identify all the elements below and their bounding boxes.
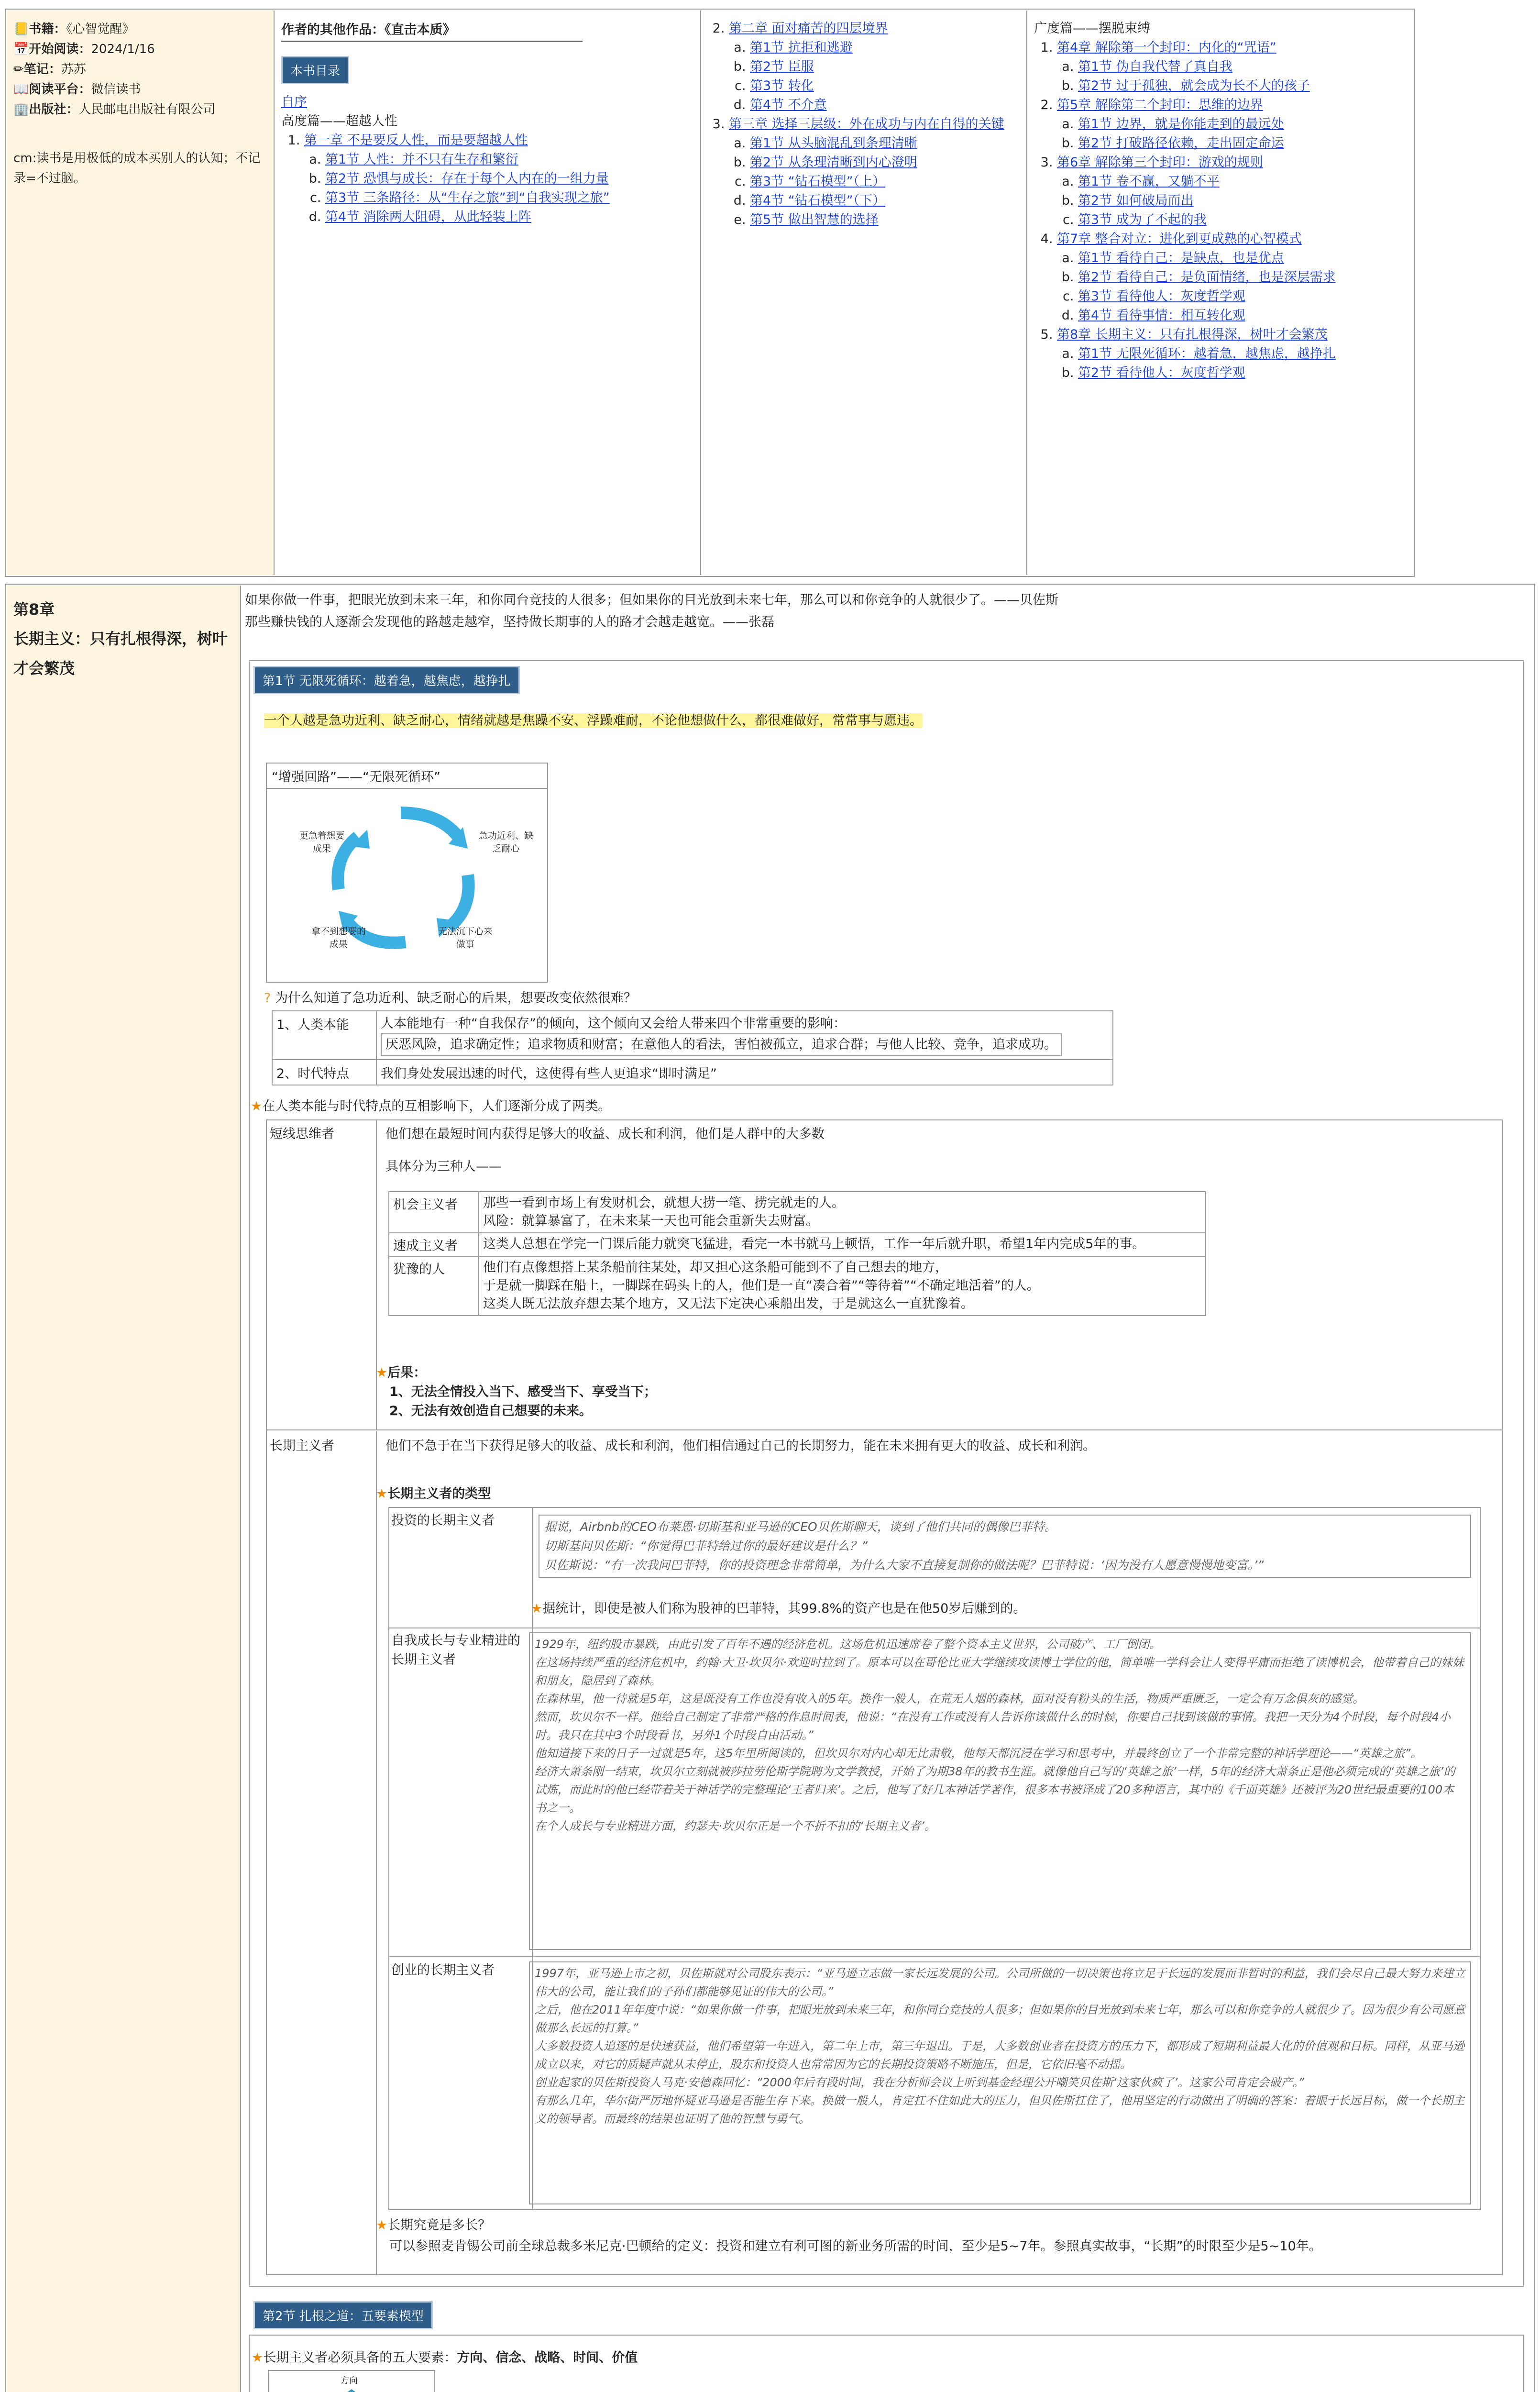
- toc-ch6-s1[interactable]: 第1节 卷不赢，又躺不平: [1078, 174, 1220, 189]
- book-title: 《心智觉醒》: [66, 22, 135, 36]
- why-table: [272, 1010, 1113, 1085]
- loop-node-3: 拿不到想要的成果: [311, 926, 366, 950]
- investor-label: 投资的长期主义者: [388, 1507, 533, 1628]
- toc-ch7-s1[interactable]: 第1节 看待自己：是缺点，也是优点: [1078, 251, 1284, 266]
- platform-name: 微信读书: [91, 82, 141, 97]
- loop-diagram: [266, 763, 548, 983]
- toc-button[interactable]: 本书目录: [281, 56, 349, 84]
- loop-node-2: 无法沉下心来做事: [438, 926, 493, 950]
- loop-node-1: 急功近利、缺乏耐心: [478, 831, 533, 854]
- short-intro: 他们想在最短时间内获得足够大的收益、成长和利润，他们是人群中的大多数: [385, 1127, 825, 1141]
- toc-ch2-s3[interactable]: 第3节 转化: [750, 78, 814, 93]
- toc-col-3: [1028, 11, 1411, 575]
- toc-ch1-s1[interactable]: 第1节 人性：并不只有生存和繁衍: [325, 152, 518, 167]
- arrow-1: [401, 813, 458, 837]
- toc-ch7-s2[interactable]: 第2节 看待自己：是负面情绪，也是深层需求: [1078, 270, 1336, 285]
- star-icon: ★: [531, 1601, 543, 1616]
- toc-ch4[interactable]: 第4章 解除第一个封印：内化的“咒语”: [1057, 40, 1276, 55]
- instinct-effects: 厌恶风险，追求确定性；追求物质和财富；在意他人的看法，害怕被孤立，追求合群；与他人比较、竞争，追求成功。: [381, 1033, 1062, 1056]
- question-icon: ?: [264, 991, 271, 1006]
- chapter8-num: 第8章: [13, 600, 55, 619]
- note-label: 笔记：: [23, 62, 61, 77]
- chapter8-title: 长期主义：只有扎根得深，树叶才会繁茂: [13, 630, 228, 677]
- quote-zhanglei: 那些赚快钱的人逐渐会发现他的路越走越窄，坚持做长期事的人的路才会越走越宽。——张磊: [245, 615, 774, 630]
- toc-ch2[interactable]: 第二章 面对痛苦的四层境界: [729, 21, 888, 36]
- note-author: 苏苏: [61, 62, 86, 77]
- loop-title: “增强回路”——“无限死循环”: [267, 764, 547, 789]
- toc-ch1-s3[interactable]: 第3节 三条路径：从“生存之旅”到“自我实现之旅”: [325, 190, 610, 205]
- toc-ch6[interactable]: 第6章 解除第三个封印：游戏的规则: [1057, 155, 1263, 170]
- toc-ch8[interactable]: 第8章 长期主义：只有扎根得深，树叶才会繁茂: [1057, 327, 1328, 342]
- calendar-icon: 📅: [13, 42, 29, 56]
- short-sub: 具体分为三种人——: [385, 1159, 502, 1174]
- star-icon: ★: [251, 1099, 263, 1114]
- toc-ch1-s2[interactable]: 第2节 恐惧与成长：存在于每个人内在的一组力量: [325, 171, 609, 186]
- arrow-2: [449, 875, 469, 928]
- star-icon: ★: [376, 1365, 388, 1380]
- other-works: 作者的其他作品：《直击本质》: [281, 22, 456, 37]
- toc-part2: 广度篇——摆脱束缚: [1034, 21, 1150, 36]
- campbell-story: 1929年，纽约股市暴跌，由此引发了百年不遇的经济危机。这场危机迅速席卷了整个资本主义世界，公司破产、工厂倒闭。 在这场持续严重的经济危机中，约翰·大卫·坎贝尔·欢迎时拉到了。原本可以在哥伦比亚大学继续攻读博士学位的他，简单唯一学科会让人变得平庸而拒绝了读博机会，他带着自己的妹妹和朋友，隐居到了森林。 在森林里，他一待就是5年，这是既没有工作也没有收入的5年。换作一般人，在荒无人烟的森林，面对没有粉头的生活，物质严重匮乏，一定会有万念俱灰的感觉。 然而，坎贝尔不一样。他给自己制定了非常严格的作息时间表，他说：“在没有工作或没有人告诉你该做什么的时候，你要自己找到该做的事情。我把一天分为4个时段，每个时段4小时。我只在其中3个时段看书，另外1个时段自由活动。” 他知道接下来的日子一过就是5年，这5年里所阅读的，但坎贝尔对内心却无比肃敬，他每天都沉浸在学习和思考中，并最终创立了一个非常完整的神话学理论——“英雄之旅”。 经济大萧条刚一结束，坎贝尔立刻就被莎拉劳伦斯学院聘为文学教授，开始了为期38年的教书生涯。就像他自己写的‘英雄之旅’一样，5年的经济大萧条正是他必须完成的‘英雄之旅’的试炼，而此时的他已经带着关于神话学的完整理论‘王者归来’。之后，他写了好几本神话学著作，很多本书被译成了20多种语言，其中的《千面英雄》还被评为20世纪最重要的100本书之一。 在个人成长与专业精进方面，约瑟夫·坎贝尔正是一个不折不扣的‘长期主义者’。: [529, 1632, 1471, 1950]
- section1-highlight: 一个人越是急功近利、缺乏耐心，情绪就越是焦躁不安、浮躁难耐，不论他想做什么，都很难做好，常常事与愿违。: [264, 713, 923, 728]
- growth-label: 自我成长与专业精进的长期主义者: [388, 1628, 533, 1957]
- book-icon: 📒: [13, 22, 29, 36]
- star-icon: ★: [376, 2218, 388, 2233]
- start-label: 开始阅读：: [29, 42, 91, 56]
- toc-ch3-s5[interactable]: 第5节 做出智慧的选择: [750, 212, 879, 227]
- investor-story: 据说，Airbnb的CEO布莱恩·切斯基和亚马逊的CEO贝佐斯聊天，谈到了他们共同的偶像巴菲特。 切斯基问贝佐斯：“你觉得巴菲特给过你的最好建议是什么？” 贝佐斯说：“有一次我问巴菲特，你的投资理念非常简单，为什么大家不直接复制你的做法呢？巴菲特说：‘因为没有人愿意慢慢地变富。’”: [539, 1515, 1471, 1578]
- toc-part1: 高度篇——超越人性: [281, 114, 397, 129]
- chapter8-side: [7, 586, 241, 2392]
- toc-ch1-s4[interactable]: 第4节 消除两大阻碍，从此轻装上阵: [325, 210, 531, 224]
- toc-ch2-s4[interactable]: 第4节 不介意: [750, 98, 827, 112]
- toc-ch5-s2[interactable]: 第2节 打破路径依赖，走出固定命运: [1078, 136, 1284, 151]
- toc-ch5-s1[interactable]: 第1节 边界，就是你能走到的最远处: [1078, 117, 1284, 132]
- toc-ch2-s1[interactable]: 第1节 抗拒和逃避: [750, 40, 853, 55]
- star-icon: ★: [376, 1486, 388, 1501]
- toc-ch8-s1[interactable]: 第1节 无限死循环：越着急，越焦虑，越挣扎: [1078, 346, 1336, 361]
- quote-bezos: 如果你做一件事，把眼光放到未来三年，和你同台竞技的人很多；但如果你的目光放到未来七年，那么可以和你竞争的人就很少了。——贝佐斯: [245, 593, 1058, 608]
- why-question: ? 为什么知道了急功近利、缺乏耐心的后果，想要改变依然很难？: [264, 991, 637, 1006]
- pentagon-diagram: [268, 2370, 435, 2392]
- short-types-table: [388, 1191, 1206, 1316]
- chapter8-quotes: [245, 589, 1527, 633]
- toc-intro[interactable]: 自序: [281, 95, 307, 110]
- long-intro: 他们不急于在当下获得足够大的收益、成长和利润，他们相信通过自己的长期努力，能在未来拥有更大的收益、成长和利润。: [385, 1439, 1096, 1453]
- short-term-label: 短线思维者: [266, 1119, 377, 1430]
- penta-direction: 方向: [341, 2376, 358, 2386]
- table-row: 机会主义者 那些一看到市场上有发财机会，就想大捞一笔、捞完就走的人。 风险：就算暴富了，在未来某一天也可能会重新失去财富。: [389, 1192, 1205, 1233]
- publisher-label: 出版社：: [29, 102, 79, 117]
- toc-ch6-s2[interactable]: 第2节 如何破局而出: [1078, 193, 1194, 208]
- star-icon: ★: [252, 2350, 264, 2365]
- toc-ch7[interactable]: 第7章 整合对立：进化到更成熟的心智模式: [1057, 232, 1302, 246]
- toc-ch6-s3[interactable]: 第3节 成为了不起的我: [1078, 212, 1207, 227]
- loop-node-4: 更急着想要成果: [299, 831, 345, 854]
- table-row: 犹豫的人 他们有点像想搭上某条船前往某处，却又担心这条船可能到不了自己想去的地方， 于是就一脚踩在船上，一脚踩在码头上的人，他们是一直“凑合着”“等待着”“不确定地活着”的人。 这类人既无法放弃想去某个地方，又无法下定决心乘船出发，于是就这么一直犹豫着。: [389, 1256, 1205, 1315]
- book-label: 书籍：: [29, 22, 66, 36]
- toc-ch3-s4[interactable]: 第4节 “钻石模型”（下）: [750, 193, 886, 208]
- toc-col-1: [275, 11, 701, 575]
- reader-icon: 📖: [13, 82, 29, 97]
- toc-ch5[interactable]: 第5章 解除第二个封印：思维的边界: [1057, 98, 1263, 112]
- toc-ch3-s2[interactable]: 第2节 从条理清晰到内心澄明: [750, 155, 917, 170]
- startup-label: 创业的长期主义者: [388, 1957, 533, 2210]
- bezos-story: 1997年，亚马逊上市之初，贝佐斯就对公司股东表示：“亚马逊立志做一家长远发展的公司。公司所做的一切决策也将立足于长远的发展而非暂时的利益，我们会尽自己最大努力来建立伟大的公司，能让我们的子孙们都能够见证的伟大的公司。” 之后，他在2011年年度中说：“如果你做一件事，把眼光放到未来三年，和你同台竞技的人很多；但如果你的目光放到未来七年，那么可以和你竞争的人就很少了。因为很少有公司愿意做那么长远的打算。” 大多数投资人追逐的是快速获益，他们希望第一年进入，第二年上市，第三年退出。于是，大多数创业者在投资方的压力下，都形成了短期利益最大化的价值观和目标。同样，从亚马逊成立以来，对它的质疑声就从未停止，股东和投资人也常常因为它的长期投资策略不断施压，但是，它依旧毫不动摇。 创业起家的贝佐斯投资人马克·安德森回忆：“2000年后有段时间，我在分析师会议上听到基金经理公开嘲笑贝佐斯‘这家伙疯了’。这家公司肯定会破产。” 有那么几年，华尔街严厉地怀疑亚马逊是否能生存下来。换做一般人，肯定扛不住如此大的压力，但贝佐斯扛住了，他用坚定的行动做出了明确的答案：着眼于长远目标，做一个长期主义的领导者。而最终的结果也证明了他的智慧与勇气。: [529, 1961, 1471, 2204]
- short-results: ★后果： 1、无法全情投入当下、感受当下、享受当下； 2、无法有效创造自己想要的未来。: [376, 1365, 657, 1418]
- long-types-heading: ★长期主义者的类型: [376, 1486, 491, 1501]
- loop-cycle-graphic: [267, 789, 547, 980]
- start-date: 2024/1/16: [91, 42, 155, 56]
- publisher-name: 人民邮电出版社有限公司: [78, 102, 216, 117]
- long-term-label: 长期主义者: [266, 1431, 377, 2275]
- toc-ch4-s1[interactable]: 第1节 伪自我代替了真自我: [1078, 59, 1232, 74]
- reading-quote: cm:读书是用极低的成本买别人的认知；不记录=不过脑。: [13, 151, 261, 186]
- buffett-stat: 据统计，即使是被人们称为股神的巴菲特，其99.8%的资产也是在他50岁后赚到的。: [542, 1601, 1026, 1616]
- toc-ch2-s2[interactable]: 第2节 臣服: [750, 59, 814, 74]
- toc-col-2: [702, 11, 1027, 575]
- toc-ch8-s2[interactable]: 第2节 看待他人：灰度哲学观: [1078, 365, 1245, 380]
- publisher-icon: 🏢: [13, 102, 29, 117]
- toc-ch1[interactable]: 第一章 不是要反人性，而是要超越人性: [304, 133, 528, 148]
- section2-button[interactable]: 第2节 扎根之道：五要素模型: [253, 2301, 433, 2329]
- toc-ch7-s3[interactable]: 第3节 看待他人：灰度哲学观: [1078, 289, 1245, 304]
- star-note-1: ★在人类本能与时代特点的互相影响下，人们逐渐分成了两类。: [251, 1099, 611, 1114]
- section1-button[interactable]: 第1节 无限死循环：越着急，越焦虑，越挣扎: [253, 666, 520, 694]
- five-elements-note: ★长期主义者必须具备的五大要素：方向、信念、战略、时间、价值: [252, 2350, 638, 2365]
- how-long: ★长期究竟是多长？ 可以参照麦肯锡公司前全球总裁多米尼克·巴顿给的定义：投资和建立有利可图的新业务所需的时间，至少是5~7年。参照真实故事，“长期”的时限至少是5~10年。: [376, 2218, 1322, 2254]
- table-row: 速成主义者 这类人总想在学完一门课后能力就突飞猛进，看完一本书就马上顿悟，工作一年后就升职，希望1年内完成5年的事。: [389, 1233, 1205, 1256]
- table-row: 2、时代特点 我们身处发展迅速的时代，这使得有些人更追求“即时满足”: [273, 1060, 1112, 1085]
- toc-ch7-s4[interactable]: 第4节 看待事情：相互转化观: [1078, 308, 1245, 323]
- toc-ch3[interactable]: 第三章 选择三层级：外在成功与内在自得的关键: [729, 117, 1004, 132]
- meta-panel: [7, 11, 275, 575]
- pencil-icon: ✏: [13, 62, 24, 77]
- table-row: 1、人类本能 人本能地有一种“自我保存”的倾向，这个倾向又会给人带来四个非常重要的影响： 厌恶风险，追求确定性；追求物质和财富；在意他人的看法，害怕被孤立，追求合群；与他人比较、竞争，追求成功。: [273, 1011, 1112, 1060]
- toc-ch3-s1[interactable]: 第1节 从头脑混乱到条理清晰: [750, 136, 917, 151]
- toc-ch4-s2[interactable]: 第2节 过于孤独，就会成为长不大的孩子: [1078, 78, 1310, 93]
- platform-label: 阅读平台：: [29, 82, 91, 97]
- toc-ch3-s3[interactable]: 第3节 “钻石模型”（上）: [750, 174, 886, 189]
